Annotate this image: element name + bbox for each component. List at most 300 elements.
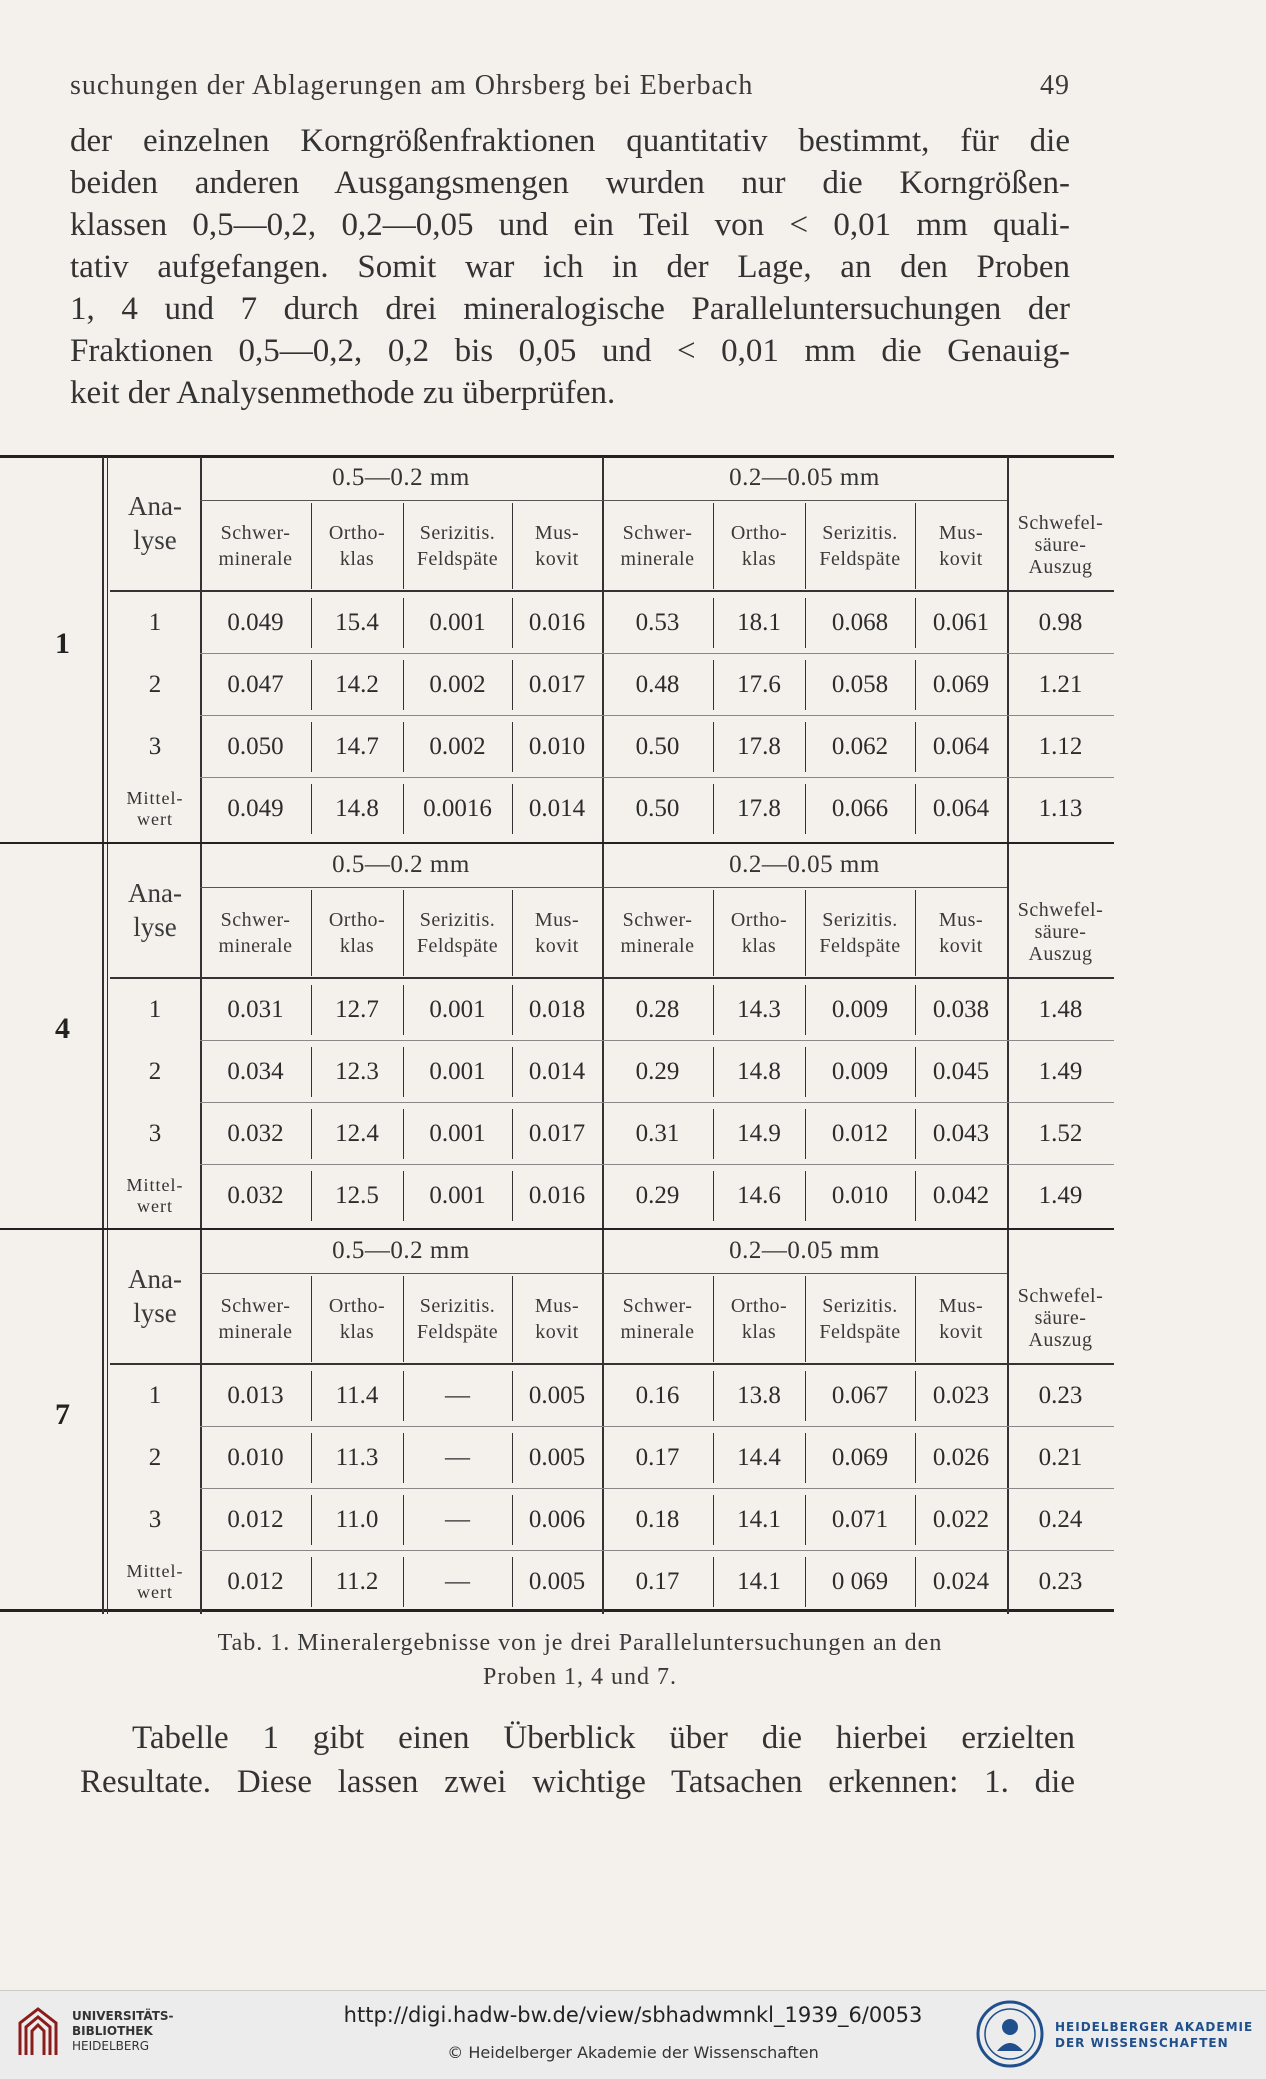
cell-divider	[915, 784, 916, 834]
probe-number: 4	[55, 1012, 70, 1045]
group-underline	[200, 1273, 1007, 1274]
analysis-number: 1	[148, 1382, 162, 1409]
cell-divider	[311, 1047, 312, 1097]
table-cell: 11.2	[335, 1568, 379, 1595]
table-cell: 15.4	[335, 609, 379, 636]
cell-divider	[805, 1495, 806, 1545]
copyright-notice: © Heidelberger Akademie der Wissenschaften	[447, 2043, 819, 2062]
closing-paragraph	[80, 1716, 1075, 1804]
table-cell: 14.2	[335, 671, 379, 698]
cell-divider	[713, 660, 714, 710]
table-cell: 0.013	[227, 1382, 284, 1409]
table-cell: 0.28	[635, 996, 680, 1023]
table-cell: 14.8	[335, 795, 379, 822]
table-cell: 14.9	[737, 1120, 781, 1147]
table-cell: 0.043	[932, 1120, 990, 1147]
table-cell: 0.005	[528, 1444, 586, 1471]
table-cell: 1.49	[1038, 1182, 1083, 1209]
cell-divider	[512, 722, 513, 772]
column-header-line: klas	[339, 935, 375, 957]
cell-divider	[512, 1171, 513, 1221]
table-cell: 0.071	[831, 1506, 889, 1533]
cell-divider	[713, 1171, 714, 1221]
column-header-line: säure-	[1034, 1307, 1087, 1329]
column-header-line: Ortho-	[730, 909, 788, 931]
column-header-line: Schwer-	[622, 1295, 693, 1317]
analyse-header-line: lyse	[133, 911, 177, 942]
column-header-line: Schwer-	[220, 1295, 291, 1317]
table-cell: 11.4	[335, 1382, 379, 1409]
cell-divider	[805, 660, 806, 710]
analyse-header-line: Ana-	[128, 490, 182, 521]
mittelwert-label-line: wert	[137, 809, 173, 829]
column-header-line: Schwefel-	[1017, 899, 1104, 921]
cell-divider	[713, 598, 714, 648]
column-header-schwefelsaeure	[1007, 500, 1114, 590]
cell-divider	[713, 1371, 714, 1421]
analysis-number: 1	[148, 609, 162, 636]
table-cell: 14.4	[737, 1444, 781, 1471]
column-header-line: Serizitis.	[822, 1295, 898, 1317]
column-header-line: Ortho-	[328, 1295, 386, 1317]
academy-line-1: HEIDELBERGER AKADEMIE	[1055, 2020, 1254, 2034]
table-cell: 0.018	[528, 996, 586, 1023]
intro-line: beiden anderen Ausgangsmengen wurden nur die Korngrößen-	[70, 165, 1070, 201]
probe-divider-line	[102, 1230, 104, 1614]
column-header-line: Serizitis.	[419, 1295, 496, 1317]
cell-divider	[311, 598, 312, 648]
column-header	[512, 1276, 602, 1362]
cell-divider	[512, 1047, 513, 1097]
table-cell: 0.012	[831, 1120, 889, 1147]
column-header-line: kovit	[535, 548, 579, 570]
table-cell: 14.1	[737, 1568, 781, 1595]
column-header-line: minerale	[620, 548, 695, 570]
intro-line: der einzelnen Korngrößenfraktionen quantitativ bestimmt, für die	[70, 123, 1070, 159]
column-header	[713, 890, 805, 976]
cell-divider	[713, 1433, 714, 1483]
cell-divider	[713, 1047, 714, 1097]
cell-divider	[512, 1495, 513, 1545]
column-header-line: Ortho-	[328, 522, 386, 544]
column-header	[602, 503, 713, 589]
cell-divider	[713, 1557, 714, 1607]
academy-name	[1055, 2019, 1253, 2051]
cell-divider	[805, 1171, 806, 1221]
column-line	[713, 1276, 714, 1362]
table-cell: 12.3	[335, 1058, 379, 1085]
cell-divider	[915, 722, 916, 772]
academy-line-2: DER WISSENSCHAFTEN	[1055, 2036, 1229, 2050]
table-cell: —	[445, 1444, 470, 1471]
table-cell: 0.042	[932, 1182, 990, 1209]
column-header-line: klas	[339, 548, 375, 570]
intro-line: keit der Analysenmethode zu überprüfen.	[70, 375, 616, 411]
table-cell: 0.18	[635, 1506, 680, 1533]
table-cell: 0.001	[429, 1120, 486, 1147]
column-header	[713, 503, 805, 589]
cell-divider	[311, 1433, 312, 1483]
table-cell: 0.014	[528, 795, 586, 822]
table-cell: 0.009	[831, 1058, 889, 1085]
analysis-number: 3	[148, 1506, 162, 1533]
column-line	[403, 1276, 404, 1362]
table-cell: 0.17	[635, 1444, 680, 1471]
table-cell: 0.016	[528, 609, 586, 636]
analysis-number: 1	[148, 996, 162, 1023]
footer-bar	[0, 1990, 1266, 2079]
table-cell: 11.3	[335, 1444, 379, 1471]
table-cell: 14.6	[737, 1182, 781, 1209]
column-header-line: klas	[741, 1321, 777, 1343]
table-cell: 0.047	[227, 671, 284, 698]
table-cell: 0.067	[831, 1382, 889, 1409]
table-cell: 0.98	[1038, 609, 1083, 636]
table-cell: 0.010	[831, 1182, 889, 1209]
column-header-line: Schwer-	[622, 522, 693, 544]
column-header	[403, 503, 512, 589]
probe-divider-line	[102, 457, 104, 842]
column-header-line: minerale	[218, 1321, 293, 1343]
table-cell: 0.049	[227, 609, 284, 636]
table-cell: 0.069	[831, 1444, 889, 1471]
cell-divider	[915, 1171, 916, 1221]
ub-line-2: BIBLIOTHEK	[72, 2024, 153, 2038]
table-cell: 0.012	[227, 1568, 284, 1595]
column-header-line: Serizitis.	[822, 909, 898, 931]
probe-divider-line	[107, 1230, 108, 1614]
table-cell: 17.8	[737, 795, 781, 822]
cell-divider	[915, 1047, 916, 1097]
table-cell: —	[445, 1506, 470, 1533]
cell-divider	[311, 722, 312, 772]
table-cell: 0.21	[1038, 1444, 1083, 1471]
column-header-line: Feldspäte	[416, 935, 499, 957]
column-line	[915, 1276, 916, 1362]
table-cell: 0.53	[635, 609, 680, 636]
closing-line: Resultate. Diese lassen zwei wichtige Tatsachen erkennen: 1. die	[80, 1764, 1075, 1800]
column-line	[915, 503, 916, 589]
intro-line: klassen 0,5—0,2, 0,2—0,05 und ein Teil von < 0,01 mm quali-	[70, 207, 1070, 243]
column-header-line: kovit	[939, 1321, 983, 1343]
column-header-line: Schwefel-	[1017, 1285, 1104, 1307]
probe-divider-line	[107, 844, 108, 1228]
table-cell: 0.23	[1038, 1568, 1083, 1595]
column-header-line: Mus-	[534, 1295, 580, 1317]
ub-line-3: HEIDELBERG	[72, 2039, 150, 2053]
group-header-0.5-0.2: 0.5—0.2 mm	[332, 850, 470, 878]
column-line	[311, 1276, 312, 1362]
table-block-probe-1	[0, 455, 1120, 842]
cell-divider	[713, 722, 714, 772]
cell-divider	[713, 985, 714, 1035]
cell-divider	[512, 985, 513, 1035]
table-cell: 12.5	[335, 1182, 379, 1209]
mittelwert-label	[110, 1165, 200, 1227]
group-header-0.5-0.2: 0.5—0.2 mm	[332, 463, 470, 491]
table-cell: 0.001	[429, 1058, 486, 1085]
column-header-line: Mus-	[938, 522, 984, 544]
analysis-number: 3	[148, 733, 162, 760]
table-cell: 0.001	[429, 609, 486, 636]
column-header-line: Ortho-	[328, 909, 386, 931]
cell-divider	[403, 1171, 404, 1221]
table-cell: 0.0016	[423, 795, 492, 822]
cell-divider	[512, 660, 513, 710]
cell-divider	[512, 784, 513, 834]
table-cell: 17.8	[737, 733, 781, 760]
source-url-link[interactable]: http://digi.hadw-bw.de/view/sbhadwmnkl_1939_6/0053	[343, 2003, 923, 2027]
column-header-line: Schwer-	[220, 909, 291, 931]
column-header	[311, 890, 403, 976]
table-cell: 18.1	[737, 609, 781, 636]
column-header-line: Feldspäte	[819, 548, 901, 570]
table-cell: 0.29	[635, 1058, 680, 1085]
analyse-header	[110, 842, 200, 977]
table-cell: 0.23	[1038, 1382, 1083, 1409]
cell-divider	[512, 1109, 513, 1159]
probe-divider-line	[102, 844, 104, 1228]
running-title: suchungen der Ablagerungen am Ohrsberg bei Eberbach	[70, 70, 754, 101]
table-cell: 0.066	[831, 795, 889, 822]
column-header	[805, 503, 915, 589]
column-line	[805, 1276, 806, 1362]
column-line	[713, 503, 714, 589]
table-cell: 0.24	[1038, 1506, 1083, 1533]
cell-divider	[805, 784, 806, 834]
cell-divider	[311, 1109, 312, 1159]
analysis-number: 2	[148, 1444, 162, 1471]
group-header-0.2-0.05: 0.2—0.05 mm	[729, 1236, 880, 1264]
cell-divider	[713, 784, 714, 834]
group-header-0.5-0.2: 0.5—0.2 mm	[332, 1236, 470, 1264]
column-line	[403, 503, 404, 589]
cell-divider	[805, 1557, 806, 1607]
column-header-line: minerale	[218, 935, 293, 957]
table-cell: 0.002	[429, 733, 486, 760]
cell-divider	[512, 1557, 513, 1607]
column-header-line: Auszug	[1028, 1329, 1093, 1351]
table-cell: 0.005	[528, 1382, 586, 1409]
table-cell: —	[445, 1568, 470, 1595]
column-header	[602, 1276, 713, 1362]
cell-divider	[805, 1047, 806, 1097]
table-cell: 0.032	[227, 1120, 284, 1147]
table-cell: 0.48	[635, 671, 680, 698]
table-cell: 0.29	[635, 1182, 680, 1209]
table-cell: 12.7	[335, 996, 379, 1023]
table-cell: 0.050	[227, 733, 284, 760]
cell-divider	[403, 784, 404, 834]
column-header-line: säure-	[1034, 534, 1087, 556]
table-cell: 0.068	[831, 609, 889, 636]
table-cell: 0.032	[227, 1182, 284, 1209]
column-line	[311, 503, 312, 589]
column-header	[403, 890, 512, 976]
table-cell: 0.017	[528, 671, 586, 698]
column-header-line: Schwefel-	[1017, 512, 1104, 534]
cell-divider	[403, 1109, 404, 1159]
column-header-line: kovit	[939, 935, 983, 957]
table-cell: 13.8	[737, 1382, 781, 1409]
table-cell: 0.006	[528, 1506, 586, 1533]
table-cell: 11.0	[335, 1506, 379, 1533]
page-number: 49	[1040, 70, 1070, 101]
table-cell: 1.52	[1038, 1120, 1083, 1147]
column-header-line: Feldspäte	[819, 1321, 901, 1343]
cell-divider	[512, 1371, 513, 1421]
analyse-header	[110, 1228, 200, 1363]
column-header-line: Mus-	[938, 1295, 984, 1317]
column-header-line: Mus-	[938, 909, 984, 931]
table-cell: 12.4	[335, 1120, 379, 1147]
cell-divider	[805, 722, 806, 772]
table-cell: 0.16	[635, 1382, 680, 1409]
table-cell: 1.13	[1038, 795, 1083, 822]
cell-divider	[403, 722, 404, 772]
analyse-header-line: Ana-	[128, 1263, 182, 1294]
table-cell: 14.3	[737, 996, 781, 1023]
column-header	[805, 1276, 915, 1362]
column-header-line: kovit	[535, 1321, 579, 1343]
intro-line: Fraktionen 0,5—0,2, 0,2 bis 0,05 und < 0,01 mm die Genauig-	[70, 333, 1070, 369]
cell-divider	[915, 660, 916, 710]
cell-divider	[915, 1433, 916, 1483]
cell-divider	[915, 598, 916, 648]
analyse-header-line: lyse	[133, 1297, 177, 1328]
cell-divider	[512, 1433, 513, 1483]
column-header	[602, 890, 713, 976]
cell-divider	[311, 985, 312, 1035]
ub-line-1: UNIVERSITÄTS-	[72, 2009, 174, 2023]
table-cell: 0.023	[932, 1382, 990, 1409]
cell-divider	[805, 1109, 806, 1159]
caption-line: Proben 1, 4 und 7.	[483, 1664, 677, 1690]
column-header-line: Feldspäte	[819, 935, 901, 957]
column-line	[512, 1276, 513, 1362]
column-header-line: Mus-	[534, 909, 580, 931]
column-header	[200, 503, 311, 589]
column-header	[915, 1276, 1007, 1362]
column-header-line: klas	[339, 1321, 375, 1343]
table-cell: 1.21	[1038, 671, 1083, 698]
column-header-line: Serizitis.	[822, 522, 898, 544]
mittelwert-label-line: Mittel-	[126, 1561, 184, 1581]
cell-divider	[311, 660, 312, 710]
column-header-line: Schwer-	[622, 909, 693, 931]
column-header-line: Serizitis.	[419, 909, 496, 931]
group-underline	[200, 500, 1007, 501]
table-cell: 0.50	[635, 733, 680, 760]
column-header-line: säure-	[1034, 921, 1087, 943]
column-header-line: Schwer-	[220, 522, 291, 544]
column-header	[805, 890, 915, 976]
analyse-header-line: Ana-	[128, 877, 182, 908]
column-header	[512, 503, 602, 589]
column-header	[311, 503, 403, 589]
cell-divider	[805, 985, 806, 1035]
probe-divider-line	[107, 457, 108, 842]
cell-divider	[805, 598, 806, 648]
cell-divider	[311, 1171, 312, 1221]
cell-divider	[403, 1433, 404, 1483]
cell-divider	[512, 598, 513, 648]
cell-divider	[311, 784, 312, 834]
mittelwert-label	[110, 1551, 200, 1613]
column-header-line: Auszug	[1028, 556, 1093, 578]
column-header-line: kovit	[535, 935, 579, 957]
cell-divider	[403, 1371, 404, 1421]
analysis-number: 2	[148, 671, 162, 698]
column-header	[200, 1276, 311, 1362]
column-header-line: minerale	[218, 548, 293, 570]
table-cell: 0.009	[831, 996, 889, 1023]
probe-number: 7	[55, 1398, 70, 1431]
analysis-number: 3	[148, 1120, 162, 1147]
cell-divider	[805, 1371, 806, 1421]
table-cell: 0.005	[528, 1568, 586, 1595]
table-cell: 0.062	[831, 733, 889, 760]
column-line	[915, 890, 916, 976]
table-cell: 0.001	[429, 1182, 486, 1209]
running-header	[70, 70, 1070, 110]
column-header	[915, 890, 1007, 976]
cell-divider	[713, 1109, 714, 1159]
table-cell: 14.7	[335, 733, 379, 760]
table-cell: 0.31	[635, 1120, 680, 1147]
table-cell: 0.010	[227, 1444, 284, 1471]
probe-number: 1	[55, 627, 70, 660]
column-header	[311, 1276, 403, 1362]
column-line	[512, 503, 513, 589]
group-underline	[200, 887, 1007, 888]
table-cell: 0.024	[932, 1568, 990, 1595]
intro-line: tativ aufgefangen. Somit war ich in der Lage, an den Proben	[70, 249, 1070, 285]
cell-divider	[915, 1495, 916, 1545]
cell-divider	[403, 1557, 404, 1607]
column-header-line: Mus-	[534, 522, 580, 544]
table-cell: 0.058	[831, 671, 889, 698]
group-header-0.2-0.05: 0.2—0.05 mm	[729, 850, 880, 878]
table-cell: —	[445, 1382, 470, 1409]
mittelwert-label-line: wert	[137, 1196, 173, 1216]
cell-divider	[915, 985, 916, 1035]
column-header-line: minerale	[620, 1321, 695, 1343]
table-cell: 0.017	[528, 1120, 586, 1147]
cell-divider	[403, 1495, 404, 1545]
table-caption	[100, 1626, 1060, 1694]
column-header-schwefelsaeure	[1007, 887, 1114, 977]
table-cell: 0.012	[227, 1506, 284, 1533]
cell-divider	[311, 1371, 312, 1421]
table-cell: 0.069	[932, 671, 990, 698]
column-header-line: minerale	[620, 935, 695, 957]
table-cell: 0.064	[932, 795, 990, 822]
column-header	[713, 1276, 805, 1362]
group-header-0.2-0.05: 0.2—0.05 mm	[729, 463, 880, 491]
column-header-line: Ortho-	[730, 1295, 788, 1317]
table-cell: 0.001	[429, 996, 486, 1023]
table-cell: 0.034	[227, 1058, 284, 1085]
column-header	[915, 503, 1007, 589]
table-cell: 0.031	[227, 996, 284, 1023]
table-cell: 0.049	[227, 795, 284, 822]
cell-divider	[403, 1047, 404, 1097]
table-cell: 1.48	[1038, 996, 1083, 1023]
cell-divider	[403, 598, 404, 648]
mittelwert-label	[110, 778, 200, 840]
table-cell: 0 069	[831, 1568, 889, 1595]
